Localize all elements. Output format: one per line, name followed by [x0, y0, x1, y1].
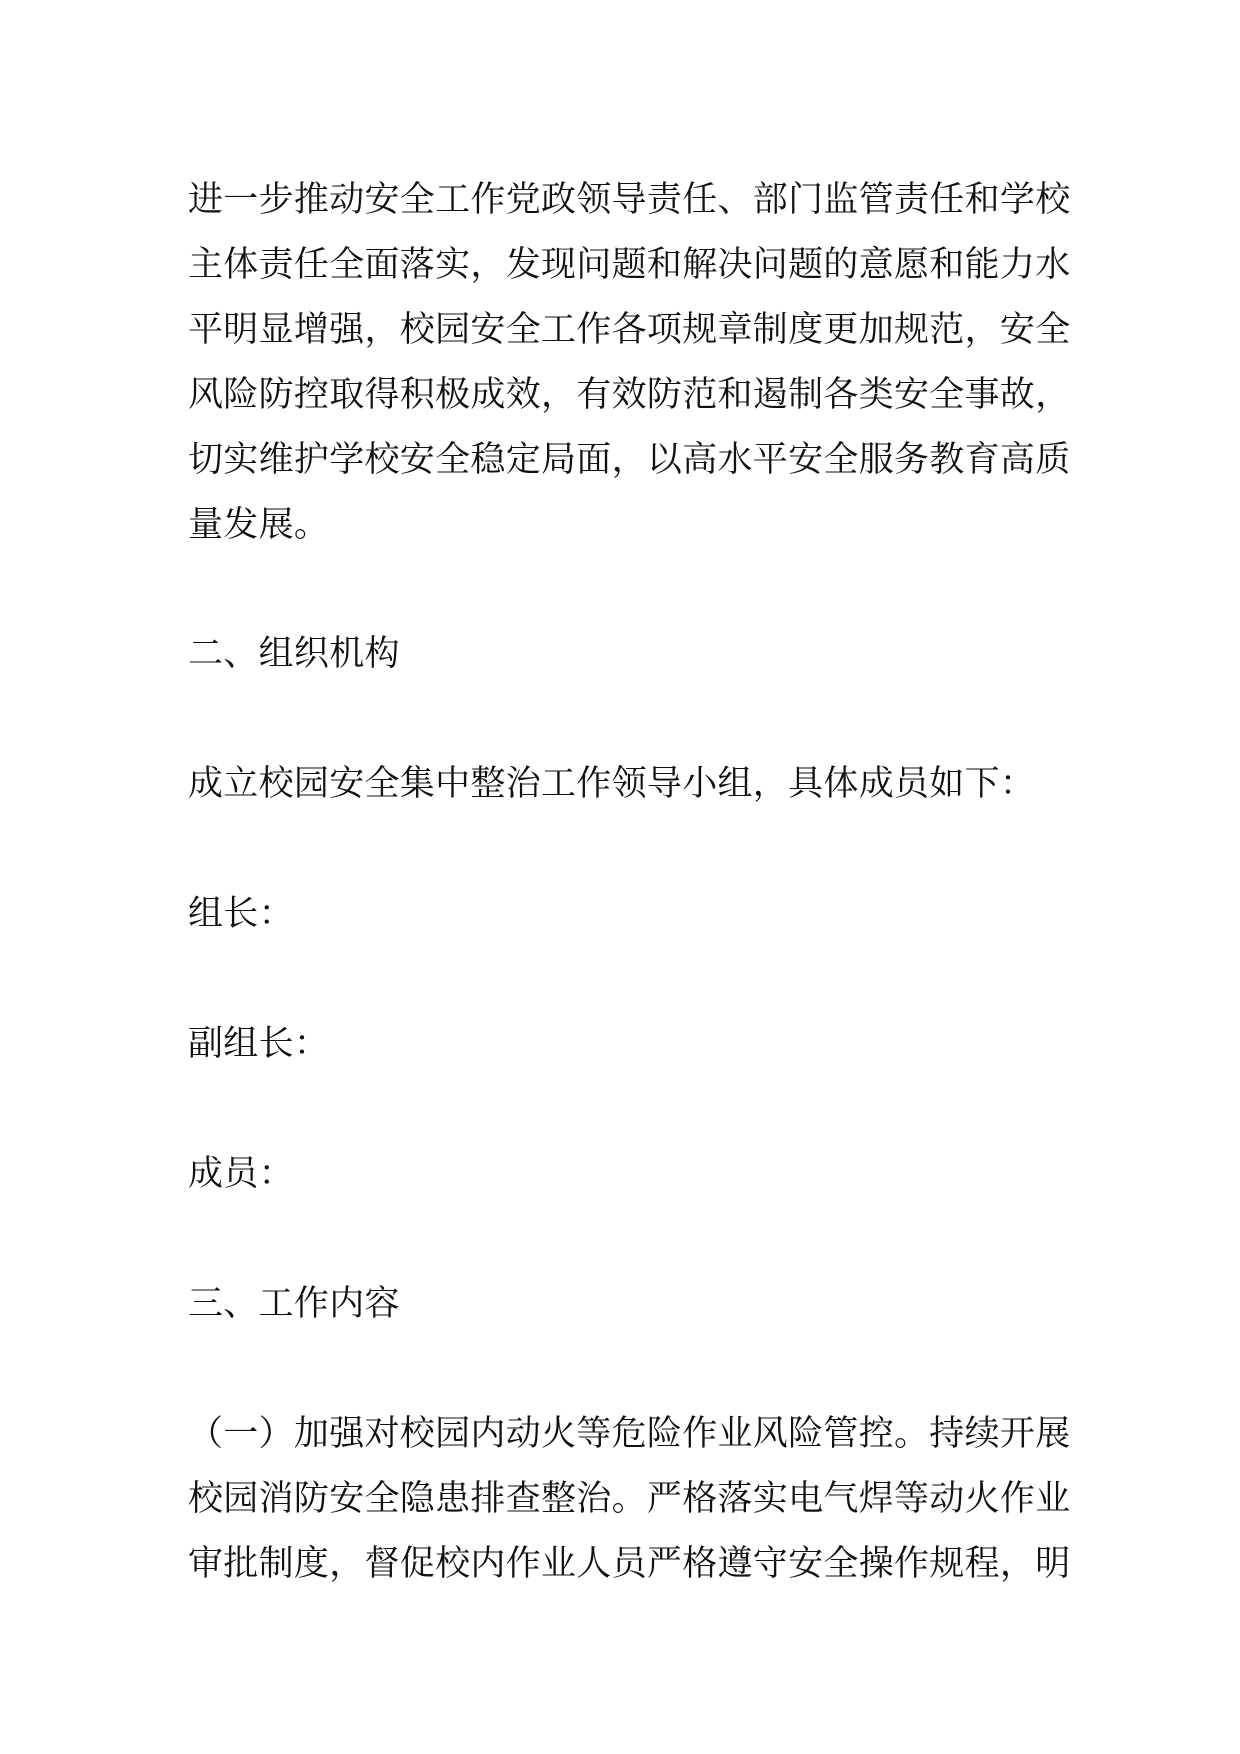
text-line: 进一步推动安全工作党政领导责任、部门监管责任和学校 — [188, 180, 1071, 220]
heading-text: 三、工作内容 — [188, 1284, 400, 1324]
text-line: 成员： — [188, 1154, 294, 1194]
text-line: 副组长： — [188, 1024, 330, 1064]
intro-paragraph — [188, 168, 1071, 558]
text-line: 风险防控取得积极成效，有效防范和遏制各类安全事故， — [188, 375, 1071, 415]
text-line: 校园消防安全隐患排查整治。严格落实电气焊等动火作业 — [188, 1479, 1071, 1519]
text-line: 量发展。 — [188, 505, 330, 545]
organization-statement — [188, 752, 1068, 817]
text-line: 组长： — [188, 894, 294, 934]
deputy-leader-label — [188, 1012, 1068, 1077]
text-line: 平明显增强，校园安全工作各项规章制度更加规范，安全 — [188, 310, 1071, 350]
work-item-1-paragraph — [188, 1402, 1071, 1597]
text-line: 成立校园安全集中整治工作领导小组，具体成员如下： — [188, 764, 1036, 804]
text-line: （一）加强对校园内动火等危险作业风险管控。持续开展 — [188, 1414, 1071, 1454]
text-line: 主体责任全面落实，发现问题和解决问题的意愿和能力水 — [188, 245, 1071, 285]
section-heading-work-content — [188, 1272, 1068, 1337]
members-label — [188, 1142, 1068, 1207]
section-heading-organization — [188, 622, 1068, 687]
text-line: 审批制度，督促校内作业人员严格遵守安全操作规程，明 — [188, 1544, 1071, 1584]
leader-label — [188, 882, 1068, 947]
text-line: 切实维护学校安全稳定局面，以高水平安全服务教育高质 — [188, 440, 1071, 480]
heading-text: 二、组织机构 — [188, 634, 400, 674]
